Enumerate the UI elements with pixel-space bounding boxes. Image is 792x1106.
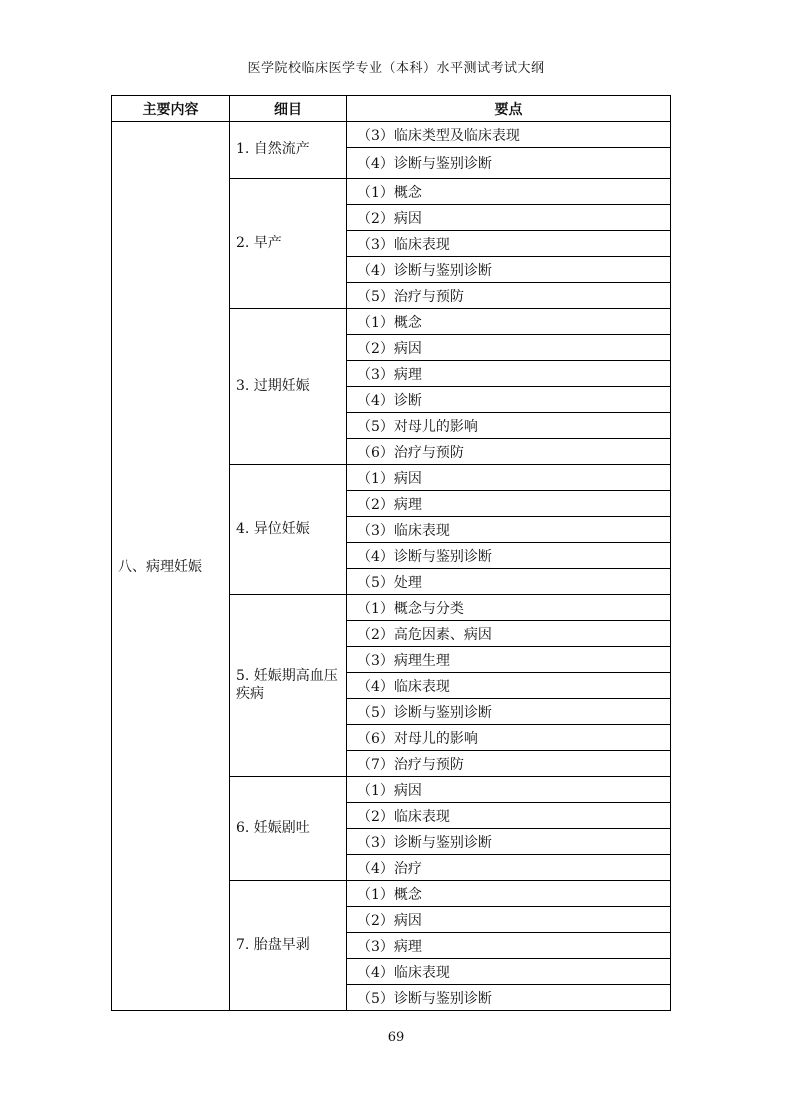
key-point-cell: （3）病理 — [347, 933, 671, 959]
subitem-cell: 6. 妊娠剧吐 — [230, 777, 347, 881]
key-point-cell: （5）处理 — [347, 569, 671, 595]
key-point-cell: （7）治疗与预防 — [347, 751, 671, 777]
key-point-cell: （4）临床表现 — [347, 959, 671, 985]
subitem-cell: 1. 自然流产 — [230, 122, 347, 179]
syllabus-table — [111, 95, 671, 1011]
table-row — [112, 122, 671, 148]
key-point-cell: （6）治疗与预防 — [347, 439, 671, 465]
subitem-cell: 7. 胎盘早剥 — [230, 881, 347, 1011]
key-point-cell: （3）诊断与鉴别诊断 — [347, 829, 671, 855]
key-point-cell: （4）诊断与鉴别诊断 — [347, 148, 671, 179]
key-point-cell: （2）病因 — [347, 907, 671, 933]
subitem-cell: 4. 异位妊娠 — [230, 465, 347, 595]
key-point-cell: （2）高危因素、病因 — [347, 621, 671, 647]
main-content-cell: 八、病理妊娠 — [112, 122, 230, 1011]
key-point-cell: （5）诊断与鉴别诊断 — [347, 699, 671, 725]
key-point-cell: （5）对母儿的影响 — [347, 413, 671, 439]
key-point-cell: （4）诊断 — [347, 387, 671, 413]
key-point-cell: （3）临床表现 — [347, 231, 671, 257]
column-header-subitem: 细目 — [230, 96, 347, 122]
key-point-cell: （1）病因 — [347, 777, 671, 803]
column-header-main-content: 主要内容 — [112, 96, 230, 122]
key-point-cell: （4）诊断与鉴别诊断 — [347, 257, 671, 283]
key-point-cell: （1）概念与分类 — [347, 595, 671, 621]
subitem-cell: 2. 早产 — [230, 179, 347, 309]
key-point-cell: （2）病因 — [347, 205, 671, 231]
key-point-cell: （2）临床表现 — [347, 803, 671, 829]
key-point-cell: （4）临床表现 — [347, 673, 671, 699]
key-point-cell: （5）治疗与预防 — [347, 283, 671, 309]
table-header-row — [112, 96, 671, 122]
key-point-cell: （4）诊断与鉴别诊断 — [347, 543, 671, 569]
key-point-cell: （6）对母儿的影响 — [347, 725, 671, 751]
key-point-cell: （1）概念 — [347, 881, 671, 907]
key-point-cell: （3）病理 — [347, 361, 671, 387]
key-point-cell: （3）临床类型及临床表现 — [347, 122, 671, 148]
key-point-cell: （3）临床表现 — [347, 517, 671, 543]
key-point-cell: （1）概念 — [347, 179, 671, 205]
column-header-key-points: 要点 — [347, 96, 671, 122]
key-point-cell: （5）诊断与鉴别诊断 — [347, 985, 671, 1011]
subitem-cell: 5. 妊娠期高血压疾病 — [230, 595, 347, 777]
key-point-cell: （2）病因 — [347, 335, 671, 361]
key-point-cell: （2）病理 — [347, 491, 671, 517]
key-point-cell: （1）概念 — [347, 309, 671, 335]
page-header-title: 医学院校临床医学专业（本科）水平测试考试大纲 — [247, 61, 545, 76]
key-point-cell: （1）病因 — [347, 465, 671, 491]
key-point-cell: （4）治疗 — [347, 855, 671, 881]
page-number: 69 — [387, 1030, 405, 1045]
subitem-cell: 3. 过期妊娠 — [230, 309, 347, 465]
key-point-cell: （3）病理生理 — [347, 647, 671, 673]
